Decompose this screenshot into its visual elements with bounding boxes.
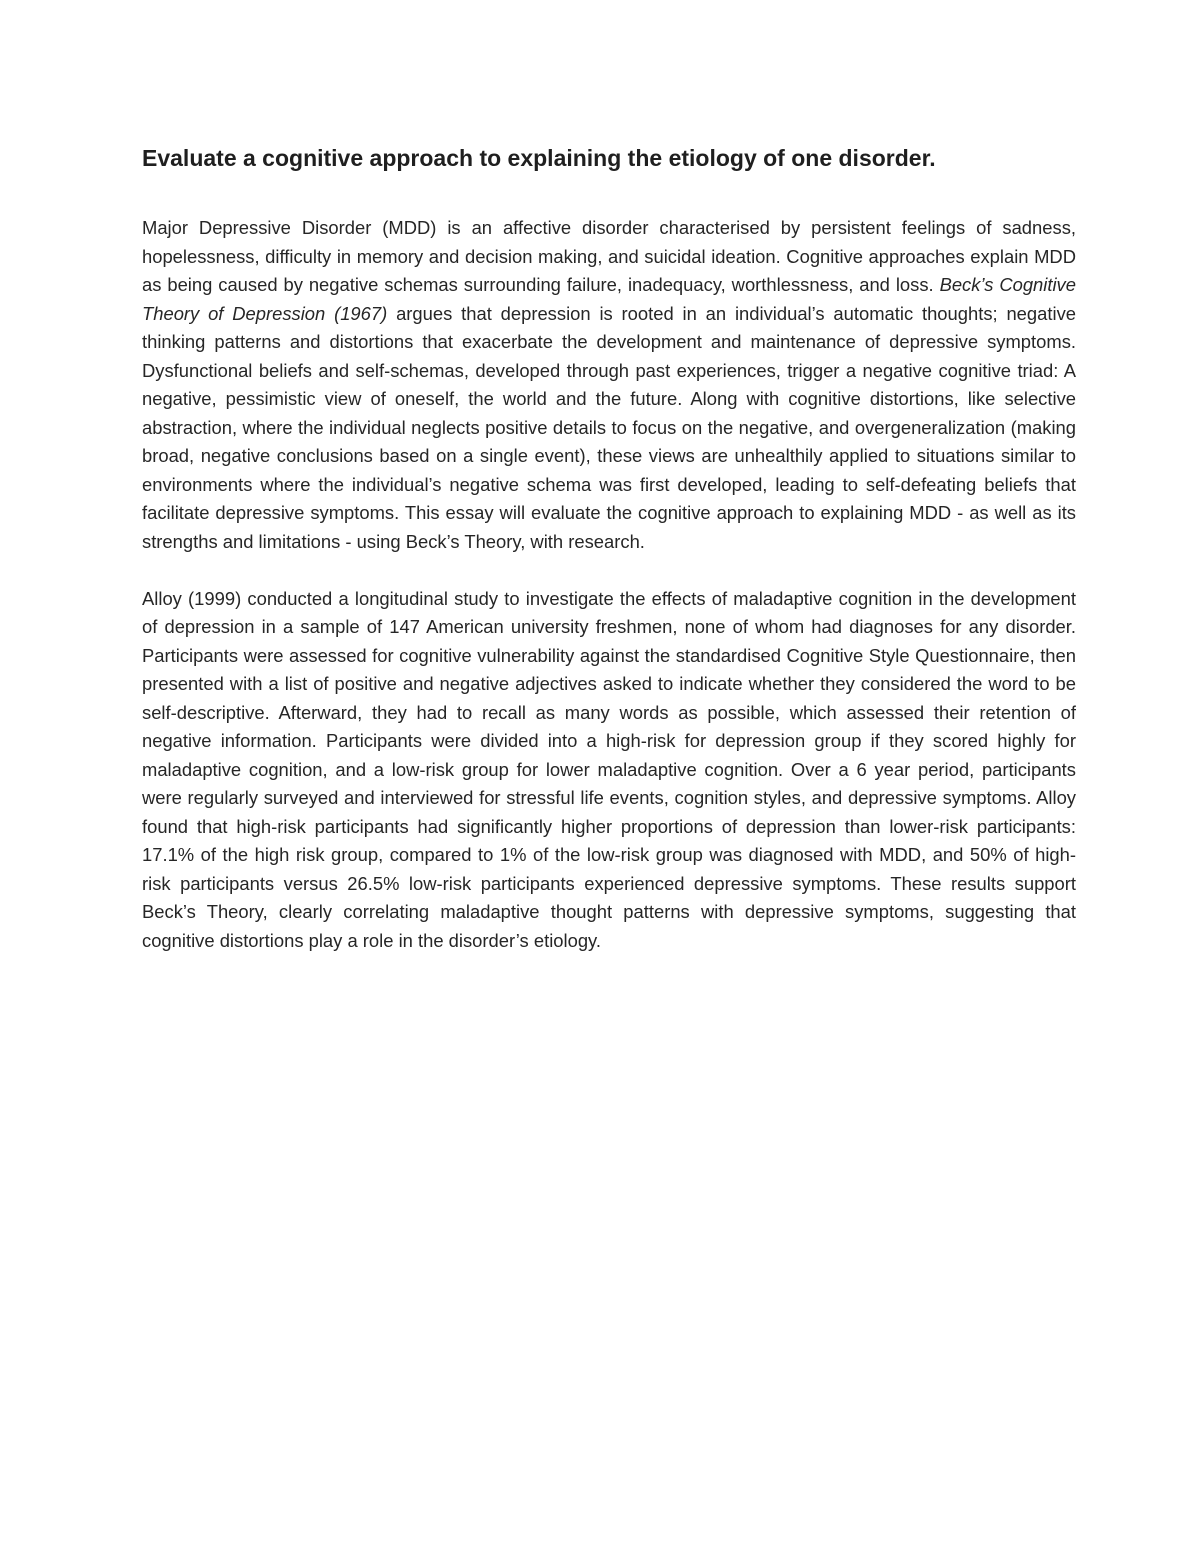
paragraph-introduction-text-end: argues that depression is rooted in an individual’s automatic thoughts; negative thinking patterns and distortions that exacerbate the development and maintenance of depressive symptoms. Dysfunctional beliefs and self-schemas, developed through past experiences, trigger a negative cognitive triad: A negative, pessimistic view of oneself, the world and the future. Along with cognitive distortions, like selective abstraction, where the individual neglects positive details to focus on the negative, and overgeneralization (making broad, negative conclusions based on a single event), these views are unhealthily applied to situations similar to environments where the individual’s negative schema was first developed, leading to self-defeating beliefs that facilitate depressive symptoms. This essay will evaluate the cognitive approach to explaining MDD - as well as its strengths and limitations - using Beck’s Theory, with research. bbox=[142, 302, 1076, 552]
paragraph-introduction bbox=[142, 214, 1076, 556]
theory-citation: Beck’s Cognitive Theory of Depression (1967) bbox=[142, 274, 1076, 324]
essay-title: Evaluate a cognitive approach to explaining the etiology of one disorder. bbox=[142, 145, 936, 171]
document-body bbox=[142, 140, 1076, 955]
paragraph-alloy-study: Alloy (1999) conducted a longitudinal study to investigate the effects of maladaptive cognition in the development of depression in a sample of 147 American university freshmen, none of whom had diagnoses for any disorder. Participants were assessed for cognitive vulnerability against the standardised Cognitive Style Questionnaire, then presented with a list of positive and negative adjectives asked to indicate whether they considered the word to be self-descriptive. Afterward, they had to recall as many words as possible, which assessed their retention of negative information. Participants were divided into a high-risk for depression group if they scored highly for maladaptive cognition, and a low-risk group for lower maladaptive cognition. Over a 6 year period, participants were regularly surveyed and interviewed for stressful life events, cognition styles, and depressive symptoms. Alloy found that high-risk participants had significantly higher proportions of depression than lower-risk participants: 17.1% of the high risk group, compared to 1% of the low-risk group was diagnosed with MDD, and 50% of high-risk participants versus 26.5% low-risk participants experienced depressive symptoms. These results support Beck’s Theory, clearly correlating maladaptive thought patterns with depressive symptoms, suggesting that cognitive distortions play a role in the disorder’s etiology. bbox=[142, 587, 1076, 951]
paragraph-introduction-text-start: Major Depressive Disorder (MDD) is an affective disorder characterised by persistent feelings of sadness, hopelessness, difficulty in memory and decision making, and suicidal ideation. Cognitive approaches explain MDD as being caused by negative schemas surrounding failure, inadequacy, worthlessness, and loss. bbox=[142, 217, 1076, 295]
